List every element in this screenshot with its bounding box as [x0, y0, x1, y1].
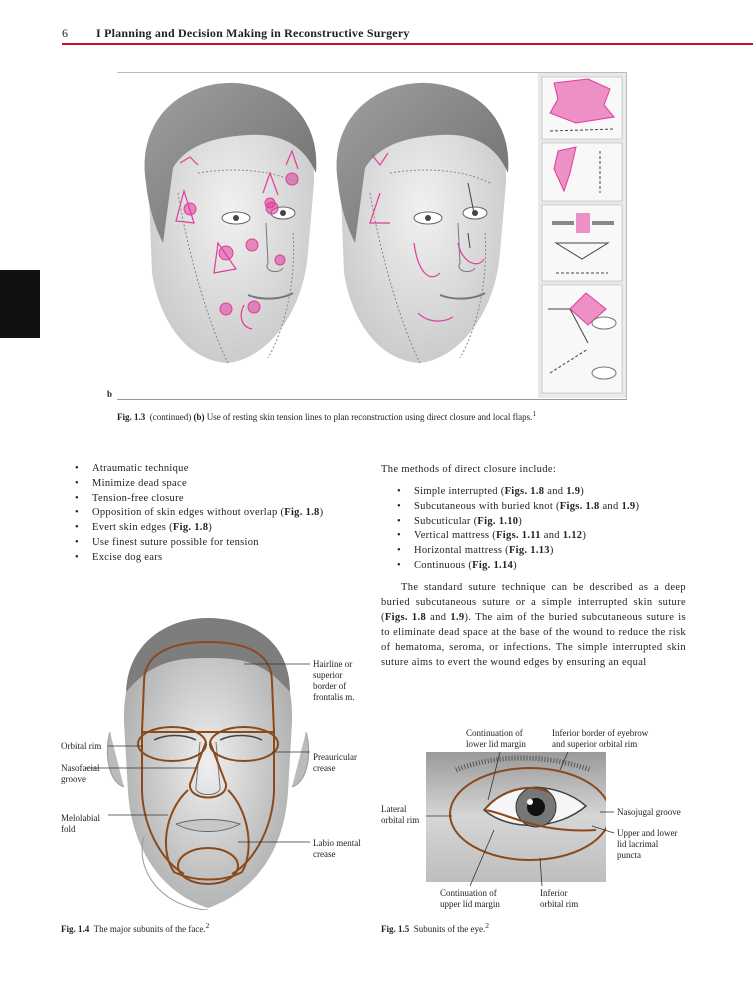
label-orbital-rim: Orbital rim	[61, 741, 102, 751]
methods-intro: The methods of direct closure include:	[381, 464, 557, 475]
header-rule	[62, 43, 753, 45]
body-paragraph: The standard suture technique can be described as a deep buried subcutaneous suture or a simple interrupted skin suture (Figs. 1.8 and 1.9). The aim of the buried subcutaneous suture is to eliminate dead space at the base of the wound to reduce the risk of hematoma, seroma, or infections. The simple interrupted skin suture aims to evert the wound edges by ensuring an equal	[381, 582, 686, 668]
figure-1-3-caption	[117, 409, 536, 422]
label-lateral-orbital-rim: Lateral orbital rim	[381, 804, 420, 825]
figure-1-4-caption: Fig. 1.4 The major subunits of the face.$^2$	[61, 921, 210, 934]
label-melolabial-fold: Melolabial fold	[61, 813, 100, 834]
label-inferior-eyebrow: Inferior border of eyebrow and superior orbital rim	[552, 728, 649, 749]
label-continuation-lower-lid: Continuation of lower lid margin	[466, 728, 526, 749]
closure-panels	[538, 73, 626, 398]
caption-text: Use of resting skin tension lines to plan reconstruction using direct closure and local flaps.	[206, 412, 533, 422]
list-item: • Evert skin edges (Fig. 1.8)	[75, 521, 365, 536]
chapter-thumb-tab	[0, 270, 40, 338]
figure-1-4-illustration	[104, 612, 314, 910]
label-inferior-orbital-rim: Inferior orbital rim	[540, 888, 579, 909]
head-right	[337, 83, 509, 363]
figure-1-5-caption: Fig. 1.5 Subunits of the eye.$^2$	[381, 921, 489, 934]
page-number: 6	[62, 26, 68, 40]
principles-list	[75, 462, 365, 566]
list-item: • Simple interrupted (Figs. 1.8 and 1.9)	[397, 485, 687, 500]
list-item: • Subcuticular (Fig. 1.10)	[397, 515, 687, 530]
caption-ref: 1	[532, 409, 537, 418]
label-labiomental-crease: Labio mental crease	[313, 838, 361, 859]
methods-list	[397, 485, 687, 574]
list-item: • Use finest suture possible for tension	[75, 536, 365, 551]
chapter-title: I Planning and Decision Making in Reconstructive Surgery	[96, 26, 410, 40]
list-item: • Minimize dead space	[75, 477, 365, 492]
head-left	[145, 83, 317, 363]
label-nasofacial-groove: Nasofacial groove	[61, 763, 100, 784]
label-lacrimal-puncta: Upper and lower lid lacrimal puncta	[617, 828, 678, 860]
list-item: • Excise dog ears	[75, 551, 365, 566]
figure-1-3-illustration	[118, 73, 626, 398]
list-item: • Tension-free closure	[75, 492, 365, 507]
label-nasojugal-groove: Nasojugal groove	[617, 807, 681, 817]
list-item: • Subcutaneous with buried knot (Figs. 1.8 and 1.9)	[397, 500, 687, 515]
label-preauricular-crease: Preauricular crease	[313, 752, 357, 773]
figure-panel-label: b	[107, 389, 113, 399]
caption-prefix: (continued)	[149, 412, 192, 422]
list-item: • Vertical mattress (Figs. 1.11 and 1.12)	[397, 529, 687, 544]
figure-1-5-illustration	[426, 752, 606, 882]
list-item: • Continuous (Fig. 1.14)	[397, 559, 687, 574]
label-hairline: Hairline or superior border of frontalis m.	[313, 659, 355, 702]
caption-panel: (b)	[193, 412, 205, 422]
label-continuation-upper-lid: Continuation of upper lid margin	[440, 888, 500, 909]
list-item: • Atraumatic technique	[75, 462, 365, 477]
list-item: • Horizontal mattress (Fig. 1.13)	[397, 544, 687, 559]
list-item: • Opposition of skin edges without overlap (Fig. 1.8)	[75, 506, 365, 521]
caption-label: Fig. 1.3	[117, 412, 146, 422]
